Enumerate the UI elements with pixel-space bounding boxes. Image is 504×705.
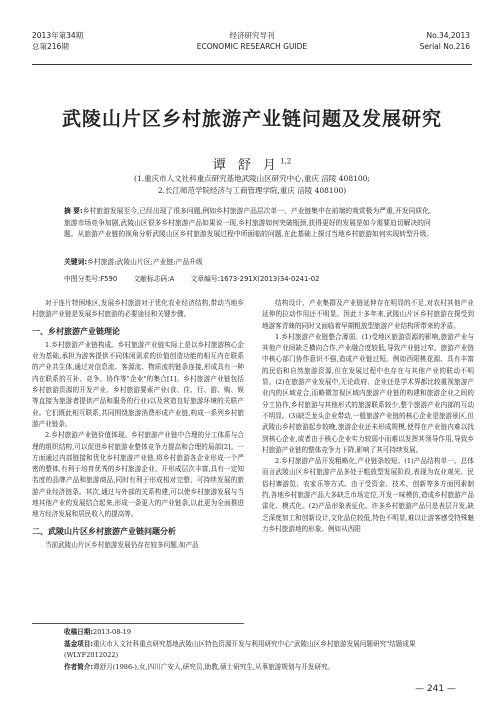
received-date: 2013-08-19 [93, 628, 132, 636]
header-rule [32, 64, 472, 65]
fund-text: 重庆市人文社科重点研究基地武陵山区特色资源开发与利用研究中心"武陵山区乡村旅游发展问题研究"结题成果(WLYF2012022) [64, 640, 416, 659]
issue-number-en: No.34,2013 [426, 31, 470, 40]
paragraph: 当前武陵山片区乡村旅游发展仍存在较多问题,如产品 [45, 540, 199, 549]
journal-name-cn: 经济研究导刊 [229, 31, 275, 40]
footnote-rule [32, 623, 244, 624]
paper-title: 武陵山片区乡村旅游产业链问题及发展研究 [61, 108, 442, 130]
total-issue-line: 总第216期 [32, 42, 69, 51]
paragraph: 1.乡村旅游产业链整合薄弱。(1)受地区旅游资源的影响,旅游产业与其他产业间缺乏横向合作,产业融合度较低,导致产业链过窄。旅游产业链中核心部门协作意识不强,造成产业链过短。例如西阳桃花源、具有丰富的民俗和自然旅游资源,但在发展过程中也存在与其他产业的联动不明显。(2)在旅游产业发展中,无论政府、企业还是学术界都比较重视旅游产业内的区域竞合,而略微忽视区域内旅游产业链的构建和旅游企业之间的分工协作,乡村旅游与其他形式的旅游联系较少,整个旅游产业内部的互动不明显。(3)缺乏龙头企业带动,一般旅游产业链的核心企业是旅游景区,但武陵山乡村旅游起步较晚,旅游企业还未形成规模,使得在产业链内难以找到核心企业,或者由于核心企业实力较弱小而难以发挥其领导作用,导致乡村旅游产业链的整体竞争力下降,影响了其可持续发展。 [262, 332, 474, 454]
right-column [262, 298, 474, 535]
footnote-received [64, 627, 454, 638]
author-name [0, 154, 504, 173]
page-number: — 241 — [415, 684, 456, 694]
paragraph: 结构设计、产业集群及产业链延伸存在明显的不足,对农村其他产业延伸的拉动作用还不明显。因此十多年来,武陵山片区乡村旅游在探受到地游客青睐的同时又面临着早期粗放型旅游产业结构所带来的矛盾。 [262, 299, 474, 330]
document-code: 文献标志码:A [133, 275, 175, 283]
abstract-text: 乡村旅游发展至今,已经出现了很多问题,例如乡村旅游产品层次单一、产业链集中在前端的观赏极为严重,开发同质化、旅游市场竞争加剧,武陵山区很多乡村旅游产品如果说一现,乡村旅游如何突破瓶颈,获得更好的发展是如今需要迫切解决的问题。从旅游产业链的视角分析武陵山区乡村旅游发展过程中所面临的问题,在此基础上探讨当地乡村旅游如何实现转型升级。 [64, 207, 436, 238]
left-column [32, 298, 244, 551]
footnote-author [64, 662, 454, 673]
affiliation-2: 2.长江师范学院经济与工商管理学院,重庆 涪陵 408100) [157, 186, 347, 195]
author-superscript: 1,2 [280, 157, 292, 166]
classification-meta [64, 273, 444, 283]
section-heading-2: 二、武陵山片区乡村旅游产业链问题分析 [32, 526, 176, 536]
journal-name-en: ECONOMIC RESEARCH GUIDE [196, 42, 308, 51]
received-label: 收稿日期: [64, 628, 94, 636]
author-bio-text: 谭舒月(1986-),女,四川广安人,研究员,助教,硕士研究生,从事旅游规划与开发研究。 [93, 663, 335, 671]
affiliation-1: (1.重庆市人文社科重点研究基地武陵山区研究中心,重庆 涪陵 408100; [134, 174, 370, 183]
keywords-label: 关键词: [64, 258, 88, 266]
clc-number: 中图分类号:F590 [64, 275, 118, 283]
author-bio-label: 作者简介: [64, 663, 94, 671]
keywords [64, 257, 440, 269]
author-text: 谭 舒 月 [212, 158, 281, 173]
paragraph: 1.乡村旅游产业链构成。乡村旅游产业链实际上是以乡村旅游核心企业为基础,承担为游客提供不同体闲需求的价值创造功能的相互内在联系的产业共生体,通过对信息流、客源流、物质流的链条连接,形成具有一种内在联系的互补、竞争、协作等"企业"的集合[1]。乡村旅游产业链包括乡村旅游资源的开发产业、乡村旅游要素产业(食、住、行、游、购、娱等直接为旅游者提供产品和服务的行业)以及营造良好旅游环境的关联产业。它们既此相互联系,共同围绕旅游消费形成产业链,构成一系列乡村旅游产业链条。 [32, 340, 244, 428]
paragraph: 2.乡村旅游产业链价值体现。乡村旅游产业链中合理的分工体系与合理的组织结构,可以促进乡村旅游业整体竞争力提高和合理的局部[2]。一方面通过内部链接和优化乡村旅游产业链,将乡村旅游各企业形成一个严密的整体,有利于培育优秀的乡村旅游企业、开形成层次丰富,具有一定知名度的品牌产品和旅游商品,同时有利于形成相对完整、可持续发展的旅游产业经济链条。其次,通过与外部的关系构建,可以使乡村旅游发展与当地其他产业的发展结合起来,形成一条更大的产业链条,以此更为全面推进地方经济发展和居民收入的提高等。 [32, 431, 244, 519]
abstract-label: 摘 要: [64, 207, 83, 215]
fund-label: 基金项目: [64, 640, 94, 648]
paragraph: 2.乡村旅游产品开发粗略化,产业链条较短。(1)产品结构单一。总体而言武陵山区乡村旅游产品多处于粗放型发展阶段,表现为农业观光、民俗村寨游览、农家乐等方式。由于受资金、技术、创新等多方面因素制约,各地乡村旅游产品大多缺乏市场定位,开发一味模仿,造成乡村旅游产品雷化、模式化。(2)产品形象表征化。许多乡村旅游产品只是表层开发,缺乏深度加工和创新设计,文化品位较低,特色不明显,难以让游客感受特殊魅力乡村旅游地的形象。例如从西阳 [262, 457, 474, 533]
footnote-fund [64, 639, 454, 661]
journal-header [0, 30, 504, 68]
article-number: 文章编号:1673-291X(2013)34-0241-02 [190, 275, 320, 283]
issue-line: 2013年第34期 [32, 31, 84, 40]
intro-paragraph: 对于连片特困地区,发展乡村旅游对于优化农业经济结构,带动当地乡村旅游产业链是发展乡村旅游的必要途径和关键步骤。 [32, 299, 244, 319]
section-heading-1: 一、乡村旅游产业链理论 [32, 326, 120, 336]
keywords-text: 乡村旅游;武陵山片区;产业链;产品升级 [87, 258, 203, 266]
issue-info-en [420, 30, 470, 52]
abstract [64, 206, 440, 241]
serial-number-en: Serial No.216 [419, 42, 470, 51]
